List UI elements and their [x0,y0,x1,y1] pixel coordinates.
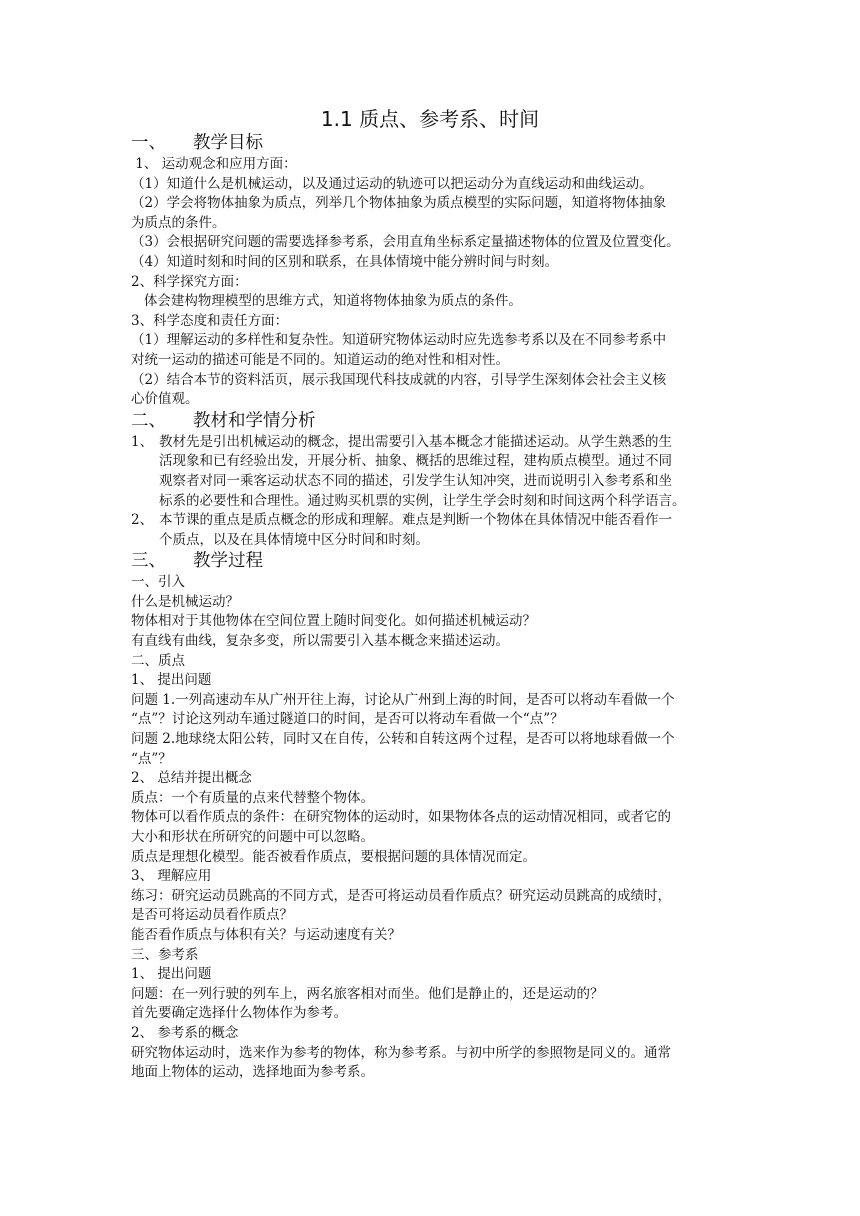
document-title: 1.1 质点、参考系、时间 [320,107,540,131]
process-line: 物体相对于其他物体在空间位置上随时间变化。如何描述机械运动？ [131,613,536,630]
process-line: 地面上物体的运动，选择地面为参考系。 [131,1064,374,1081]
process-line: 1、 提出问题 [131,966,212,983]
process-line: 一、引入 [131,574,185,591]
goal-line: 体会建构物理模型的思维方式，知道将物体抽象为质点的条件。 [131,293,522,310]
process-line: “点”？讨论这列动车通过隧道口的时间，是否可以将动车看做一个“点”？ [131,711,564,728]
goal-item-3-heading: 3、科学态度和责任方面： [131,312,289,329]
process-line: 什么是机械运动？ [131,593,239,610]
section-heading-process: 三、 教学过程 [131,551,263,572]
analysis-item [131,433,731,511]
process-line: “点”？ [131,750,172,767]
analysis-line: 观察者对同一乘客运动状态不同的描述，引发学生认知冲突，进而说明引入参考系和坐 [159,472,672,489]
goal-item-2-heading: 2、科学探究方面： [131,273,248,290]
goal-line: 为质点的条件。 [131,214,226,231]
process-line: 质点是理想化模型。能否被看作质点，要根据问题的具体情况而定。 [131,848,536,865]
goal-line: （3）会根据研究问题的需要选择参考系，会用直角坐标系定量描述物体的位置及位置变化。 [131,234,680,251]
goal-line: （4）知道时刻和时间的区别和联系，在具体情境中能分辨时间与时刻。 [131,253,559,270]
process-line: 问题 2.地球绕太阳公转，同时又在自传，公转和自转这两个过程，是否可以将地球看做一个 [131,731,675,748]
section-heading-analysis: 二、 教材和学情分析 [131,410,316,431]
process-line: 大小和形状在所研究的问题中可以忽略。 [131,829,374,845]
process-line: 2、 总结并提出概念 [131,770,252,787]
process-line: 物体可以看作质点的条件：在研究物体的运动时，如果物体各点的运动情况相同，或者它的 [131,809,671,826]
process-line: 练习：研究运动员跳高的不同方式，是否可将运动员看作质点？研究运动员跳高的成绩时， [131,887,671,904]
process-line: 是否可将运动员看作质点？ [131,907,293,924]
goal-line: 对统一运动的描述可能是不同的。知道运动的绝对性和相对性。 [131,351,509,368]
process-line: 研究物体运动时，选来作为参考的物体，称为参考系。与初中所学的参照物是同义的。通常 [131,1044,671,1061]
document-body [131,132,731,1083]
process-line: 二、质点 [131,652,185,669]
process-line: 三、参考系 [131,946,199,963]
process-line: 有直线有曲线，复杂多变，所以需要引入基本概念来描述运动。 [131,633,509,650]
process-line: 质点：一个有质量的点来代替整个物体。 [131,789,374,806]
list-number: 1、 [131,433,154,450]
analysis-line: 本节课的重点是质点概念的形成和理解。难点是判断一个物体在具体情况中能否看作一 [159,512,672,529]
goal-line: （1）理解运动的多样性和复杂性。知道研究物体运动时应先选参考系以及在不同参考系中 [131,332,667,349]
goal-line: （2）结合本节的资料活页，展示我国现代科技成就的内容，引导学生深刻体会社会主义核 [131,371,667,388]
process-line: 问题 1.一列高速动车从广州开往上海，讨论从广州到上海的时间，是否可以将动车看做一个 [131,691,675,708]
analysis-line: 教材先是引出机械运动的概念，提出需要引入基本概念才能描述运动。从学生熟悉的生 [159,433,672,450]
analysis-line: 活现象和已有经验出发，开展分析、抽象、概括的思维过程，建构质点模型。通过不同 [159,453,672,470]
analysis-line: 个质点，以及在具体情境中区分时间和时刻。 [159,531,429,548]
process-line: 2、 参考系的概念 [131,1024,239,1041]
process-line: 3、 理解应用 [131,868,212,885]
process-line: 首先要确定选择什么物体作为参考。 [131,1005,347,1022]
process-line: 1、 提出问题 [131,672,212,689]
goal-line: 心价值观。 [131,391,199,408]
goal-line: （1）知道什么是机械运动，以及通过运动的轨迹可以把运动分为直线运动和曲线运动。 [131,175,653,192]
analysis-item [131,511,731,550]
process-line: 能否看作质点与体积有关？与运动速度有关？ [131,926,401,943]
goal-line: （2）学会将物体抽象为质点，列举几个物体抽象为质点模型的实际问题，知道将物体抽象 [131,195,667,212]
goal-item-1-heading: 1、 运动观念和应用方面： [131,156,297,172]
section-heading-goals: 一、 教学目标 [131,133,263,153]
list-number: 2、 [131,512,154,529]
analysis-line: 标系的必要性和合理性。通过购买机票的实例，让学生学会时刻和时间这两个科学语言。 [159,492,686,509]
process-line: 问题：在一列行驶的列车上，两名旅客相对而坐。他们是静止的，还是运动的？ [131,985,604,1002]
